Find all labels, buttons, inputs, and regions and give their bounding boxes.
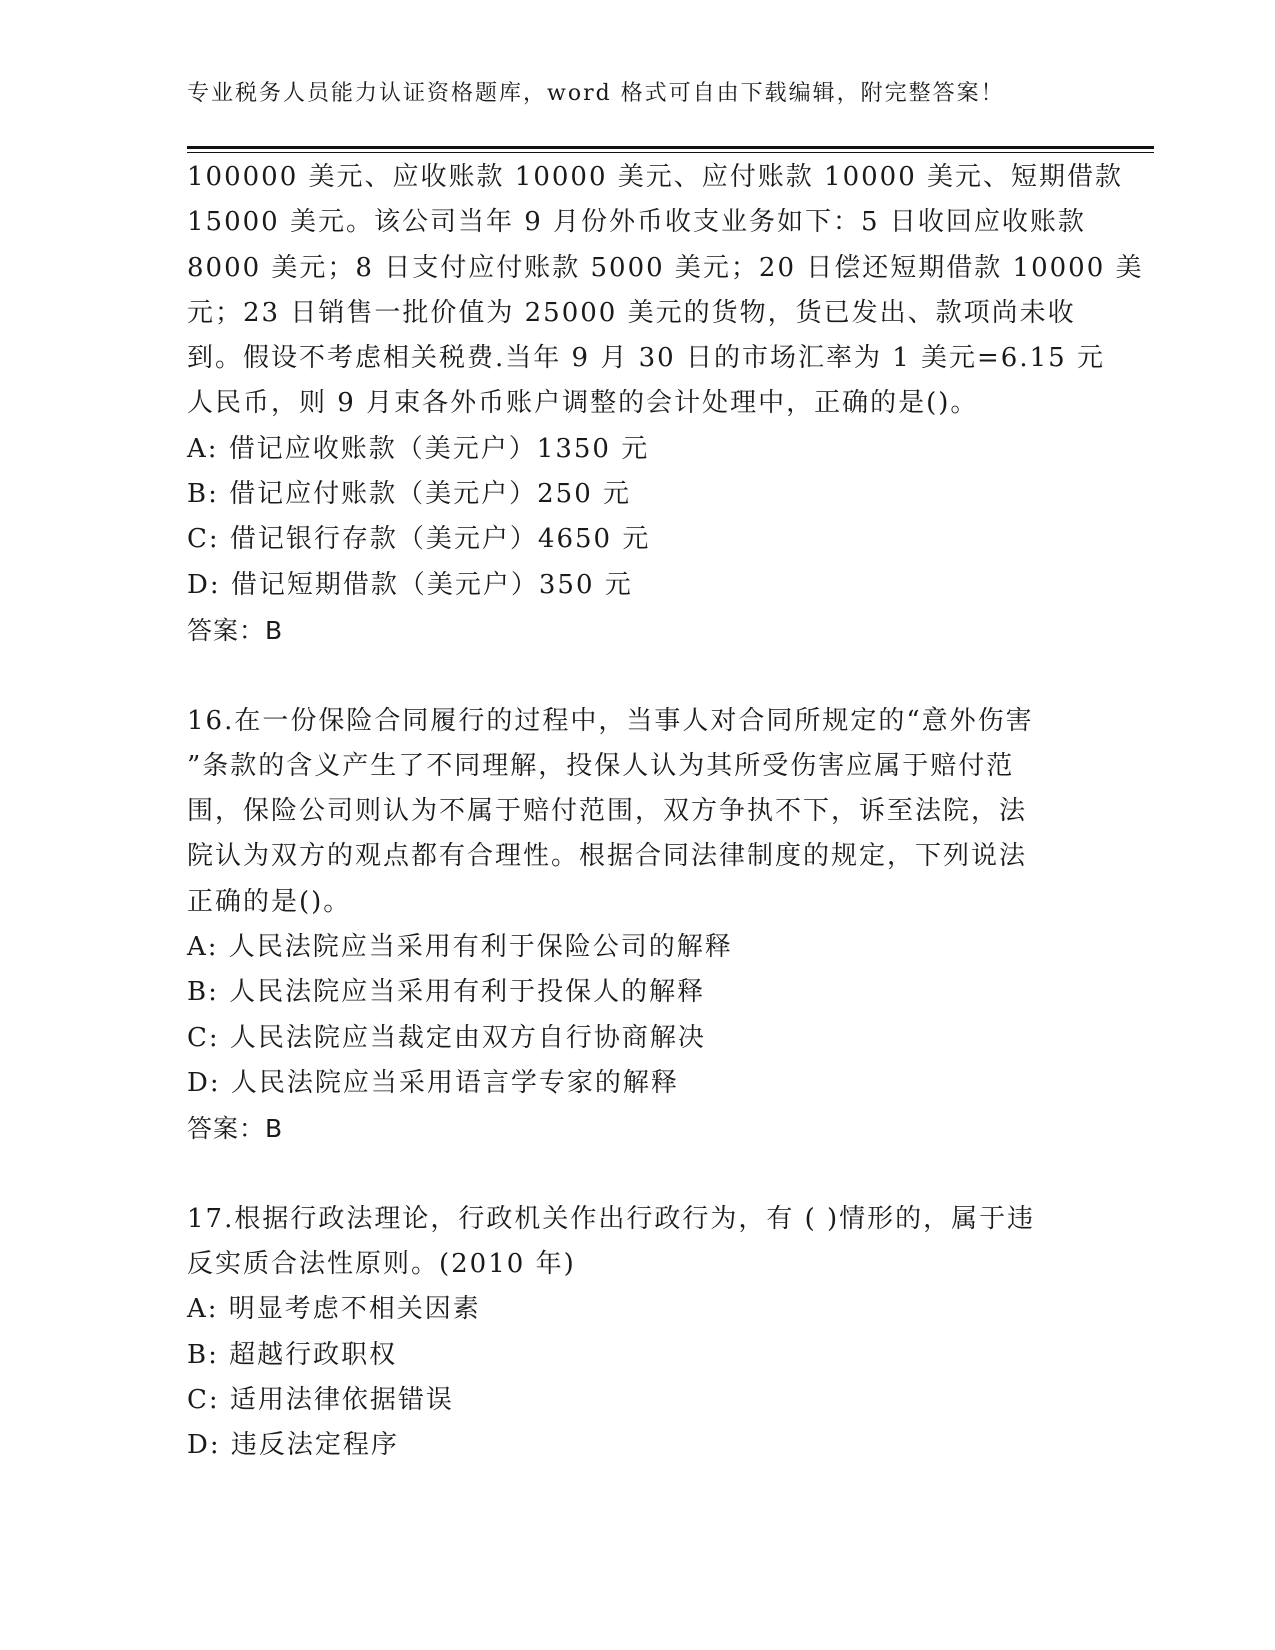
question-stem-line: 反实质合法性原则。(2010 年) (187, 1249, 576, 1280)
question-stem-line: 16.在一份保险合同履行的过程中，当事人对合同所规定的“意外伤害 (187, 705, 1034, 736)
question-stem-line: 人民币，则 9 月束各外币账户调整的会计处理中，正确的是()。 (187, 388, 979, 419)
question-15-continued (187, 155, 1144, 653)
spacer (187, 1152, 1087, 1197)
option-d: D: 违反法定程序 (187, 1430, 399, 1461)
option-b: B: 人民法院应当采用有利于投保人的解释 (187, 977, 706, 1008)
option-b: B: 借记应付账款（美元户）250 元 (187, 479, 632, 510)
option-c: C: 借记银行存款（美元户）4650 元 (187, 524, 651, 555)
question-16 (187, 699, 1087, 1152)
option-d: D: 人民法院应当采用语言学专家的解释 (187, 1067, 679, 1098)
header-rule-thick (187, 146, 1154, 149)
question-stem-line: 到。假设不考虑相关税费.当年 9 月 30 日的市场汇率为 1 美元=6.15 元 (187, 343, 1105, 374)
question-stem-line: 正确的是()。 (187, 886, 352, 917)
question-stem-line: 围，保险公司则认为不属于赔付范围，双方争执不下，诉至法院，法 (187, 796, 1028, 827)
document-body (187, 155, 1144, 1469)
option-b: B: 超越行政职权 (187, 1339, 398, 1370)
question-stem-line: 院认为双方的观点都有合理性。根据合同法律制度的规定，下列说法 (187, 841, 1028, 872)
page-header: 专业税务人员能力认证资格题库，word 格式可自由下载编辑，附完整答案！ (187, 81, 1005, 106)
option-a: A: 人民法院应当采用有利于保险公司的解释 (187, 932, 733, 963)
question-stem-line: 元；23 日销售一批价值为 25000 美元的货物，货已发出、款项尚未收 (187, 297, 1076, 328)
question-stem-line: 8000 美元；8 日支付应付账款 5000 美元；20 日偿还短期借款 10000 美 (187, 252, 1144, 283)
spacer (187, 653, 1087, 698)
option-c: C: 人民法院应当裁定由双方自行协商解决 (187, 1022, 706, 1053)
question-stem-line: 15000 美元。该公司当年 9 月份外币收支业务如下：5 日收回应收账款 (187, 207, 1086, 238)
answer-label: 答案：B (187, 615, 284, 645)
answer-label: 答案：B (187, 1114, 284, 1144)
question-stem-line: ”条款的含义产生了不同理解，投保人认为其所受伤害应属于赔付范 (187, 750, 1015, 781)
option-a: A: 借记应收账款（美元户）1350 元 (187, 433, 650, 464)
option-a: A: 明显考虑不相关因素 (187, 1294, 481, 1325)
question-17 (187, 1197, 1087, 1469)
header-rule-thin (187, 152, 1154, 153)
question-stem-line: 17.根据行政法理论，行政机关作出行政行为，有 ( )情形的，属于违 (187, 1203, 1036, 1234)
option-c: C: 适用法律依据错误 (187, 1385, 454, 1416)
question-stem-line: 100000 美元、应收账款 10000 美元、应付账款 10000 美元、短期借款 (187, 162, 1123, 192)
option-d: D: 借记短期借款（美元户）350 元 (187, 569, 633, 600)
